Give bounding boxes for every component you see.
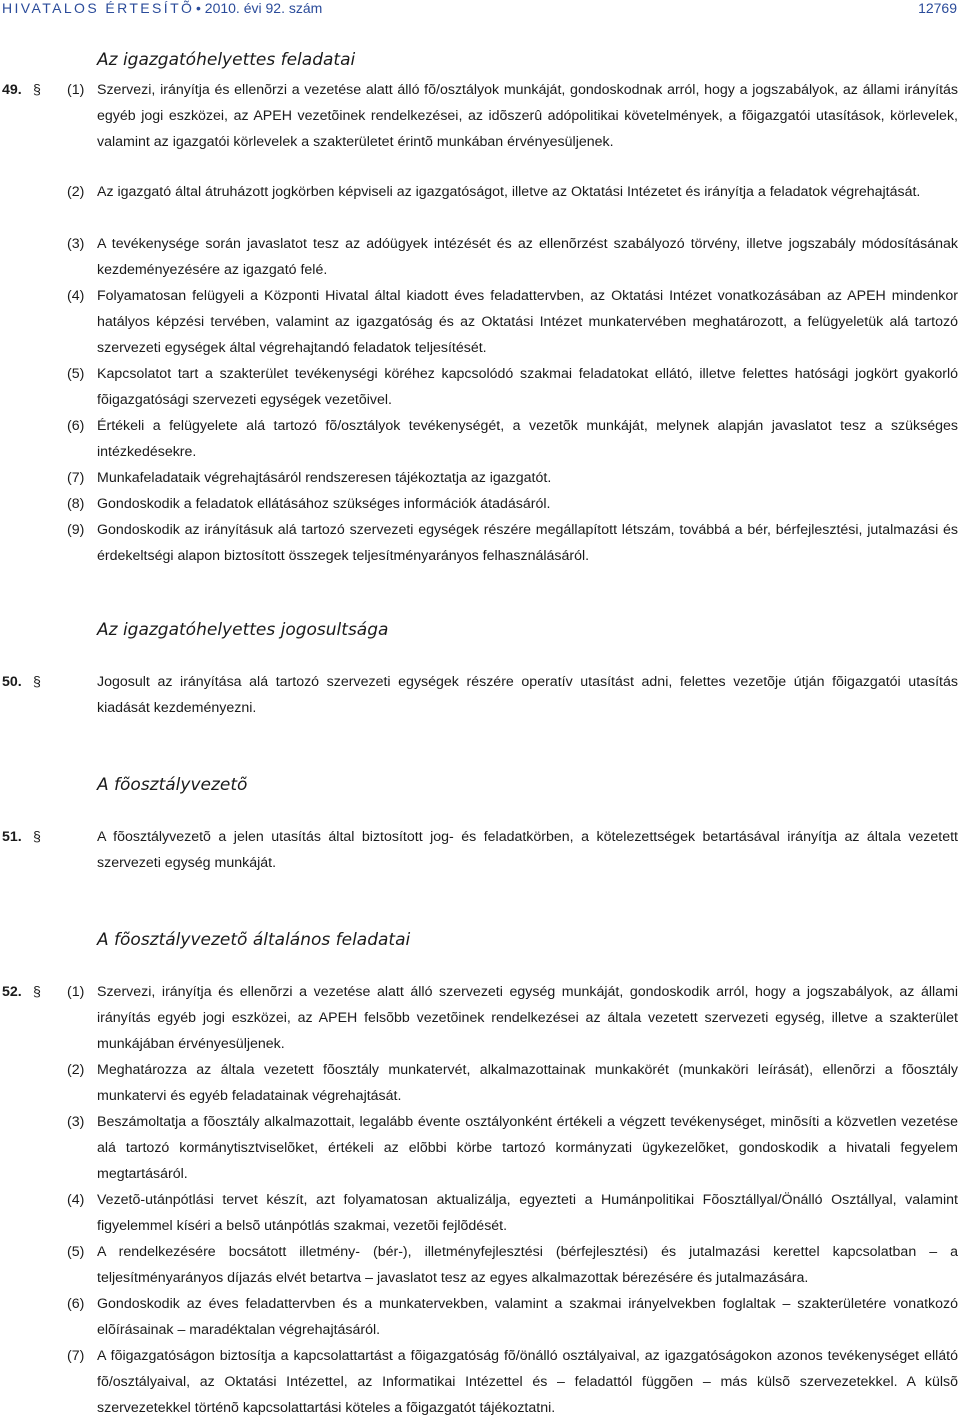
subsection-number: (6) [67,418,85,434]
paragraph-number: 49. [2,82,22,98]
section-heading: Az igazgatóhelyettes jogosultsága [97,620,389,640]
issue-info: • 2010. évi 92. szám [196,0,323,16]
subsection-number: (7) [67,1348,85,1364]
subsection-text: Meghatározza az általa vezetett fõosztály munkatervét, alkalmazottainak munkakörét (munkaköri leírását), ellenõrzi a fõosztály munkatervi és egyéb feladatainak végrehajtását. [97,1062,958,1104]
subsection-text: Jogosult az irányítása alá tartozó szervezeti egységek részére operatív utasítást adni, felettes vezetõje útján fõigazgatói utasítás kiadását kezdeményezni. [97,674,958,716]
subsection-text: A tevékenysége során javaslatot tesz az adóügyek intézését és az ellenõrzést szabályozó törvény, illetve jogszabály módosításának kezdeményezésére az igazgató felé. [97,236,958,278]
subsection-number: (2) [67,1062,85,1078]
subsection-number: (4) [67,1192,85,1208]
subsection-text: Folyamatosan felügyeli a Központi Hivatal által kiadott éves feladattervben, az Oktatási Intézet vonatkozásában az APEH mindenkor hatályos képzési tervében, valamint az igazgatóság és az Oktatási Intézet munkatervében meghatározott, a felügyeletük alá tartozó szervezeti egységek által végrehajtandó feladatok teljesítését. [97,288,958,356]
paragraph-number: 51. [2,829,22,845]
section-symbol: § [33,829,41,845]
subsection-number: (8) [67,496,85,512]
section-symbol: § [33,82,41,98]
subsection-text: A rendelkezésére bocsátott illetmény- (bér-), illetményfejlesztési (bérfejlesztési) és jutalmazási kerettel kapcsolatban – a teljesítményarányos díjazás elvét betartva – javaslatot tesz az egyes alkalmazottak bérezésére és jutalmazására. [97,1244,958,1286]
subsection-text: Szervezi, irányítja és ellenõrzi a vezetése alatt álló szervezeti egység munkáját, gondoskodik arról, hogy a jogszabályok, az állami irányítás egyéb jogi eszközei, az APEH felsõbb vezetõinek rendelkezései az általa vezetett szervezeti egység, illetve a szakterület munkájában érvényesüljenek. [97,984,958,1052]
subsection-text: A fõigazgatóságon biztosítja a kapcsolattartást a fõigazgatóság fõ/önálló osztályaival, az igazgatóságokon azonos tevékenységet ellátó fõ/osztályaival, az Oktatási Intézettel, az Informatikai Intézettel és – feladattól függõen – más külsõ szervezetekkel. A külsõ szervezetekkel történõ kapcsolattartási köteles a fõigazgatót tájékoztatni. [97,1348,958,1416]
page-number: 12769 [918,0,957,16]
subsection-number: (1) [67,82,85,98]
section-symbol: § [33,674,41,690]
subsection-number: (7) [67,470,85,486]
subsection-number: (3) [67,1114,85,1130]
section-symbol: § [33,984,41,1000]
paragraph-number: 52. [2,984,22,1000]
subsection-text: Gondoskodik a feladatok ellátásához szükséges információk átadásáról. [97,496,551,512]
subsection-number: (5) [67,1244,85,1260]
section-heading: A fõosztályvezetõ [97,775,248,795]
subsection-text: Gondoskodik az irányításuk alá tartozó szervezeti egységek részére megállapított létszám, továbbá a bér, bérfejlesztési, jutalmazási és érdekeltségi alapon biztosított összegek teljesítményarányos felhasználásáról. [97,522,958,564]
subsection-text: Munkafeladataik végrehajtásáról rendszeresen tájékoztatja az igazgatót. [97,470,552,486]
subsection-text: Vezetõ-utánpótlási tervet készít, azt folyamatosan aktualizálja, egyezteti a Humánpolitikai Fõosztállyal/Önálló Osztállyal, valamint figyelemmel kíséri a belsõ utánpótlás szakmai, vezetõi fejlõdését. [97,1192,958,1234]
subsection-number: (1) [67,984,85,1000]
subsection-number: (3) [67,236,85,252]
subsection-text: Szervezi, irányítja és ellenõrzi a vezetése alatt álló fõ/osztályok munkáját, gondoskodnak arról, hogy a jogszabályok, az állami irányítás egyéb jogi eszközei, az APEH vezetõinek rendelkezései, az idõszerû adópolitikai követelmények, a fõigazgatói utasítások, körlevelek, valamint az igazgatói körlevelek a szakterületet érintõ munkában érvényesüljenek. [97,82,958,150]
section-heading: A fõosztályvezetõ általános feladatai [97,930,411,950]
subsection-text: Az igazgató által átruházott jogkörben képviseli az igazgatóságot, illetve az Oktatási Intézetet és irányítja a feladatok végrehajtását. [97,184,921,200]
subsection-number: (6) [67,1296,85,1312]
subsection-text: Kapcsolatot tart a szakterület tevékenységi köréhez kapcsolódó szakmai feladatokat ellátó, illetve felettes hatósági jogkört gyakorló fõigazgatósági szervezeti egységek vezetõivel. [97,366,958,408]
journal-title: HIVATALOS ÉRTESÍTÕ [2,0,195,16]
section-heading: Az igazgatóhelyettes feladatai [97,50,356,70]
subsection-text: Értékeli a felügyelete alá tartozó fõ/osztályok tevékenységét, a vezetõk munkáját, melynek alapján javaslatot tesz a szükséges intézkedésekre. [97,418,958,460]
subsection-text: A fõosztályvezetõ a jelen utasítás által biztosított jog- és feladatkörben, a kötelezettségek betartásával irányítja az általa vezetett szervezeti egység munkáját. [97,829,958,871]
subsection-number: (5) [67,366,85,382]
subsection-text: Gondoskodik az éves feladattervben és a munkatervekben, valamint a szakmai irányelvekben foglaltak – szakterületére vonatkozó elõírásainak – maradéktalan végrehajtásáról. [97,1296,958,1338]
subsection-number: (2) [67,184,85,200]
subsection-number: (4) [67,288,85,304]
paragraph-number: 50. [2,674,22,690]
subsection-text: Beszámoltatja a fõosztály alkalmazottait, legalább évente osztályonként értékeli a végzett tevékenységet, minõsíti a közvetlen vezetése alá tartozó kormánytisztviselõket, értékeli az elõbbi körbe tartozó kormányzati ügykezelõket, gondoskodik a hivatali fegyelem megtartásáról. [97,1114,958,1182]
running-header [0,0,960,16]
subsection-number: (9) [67,522,85,538]
